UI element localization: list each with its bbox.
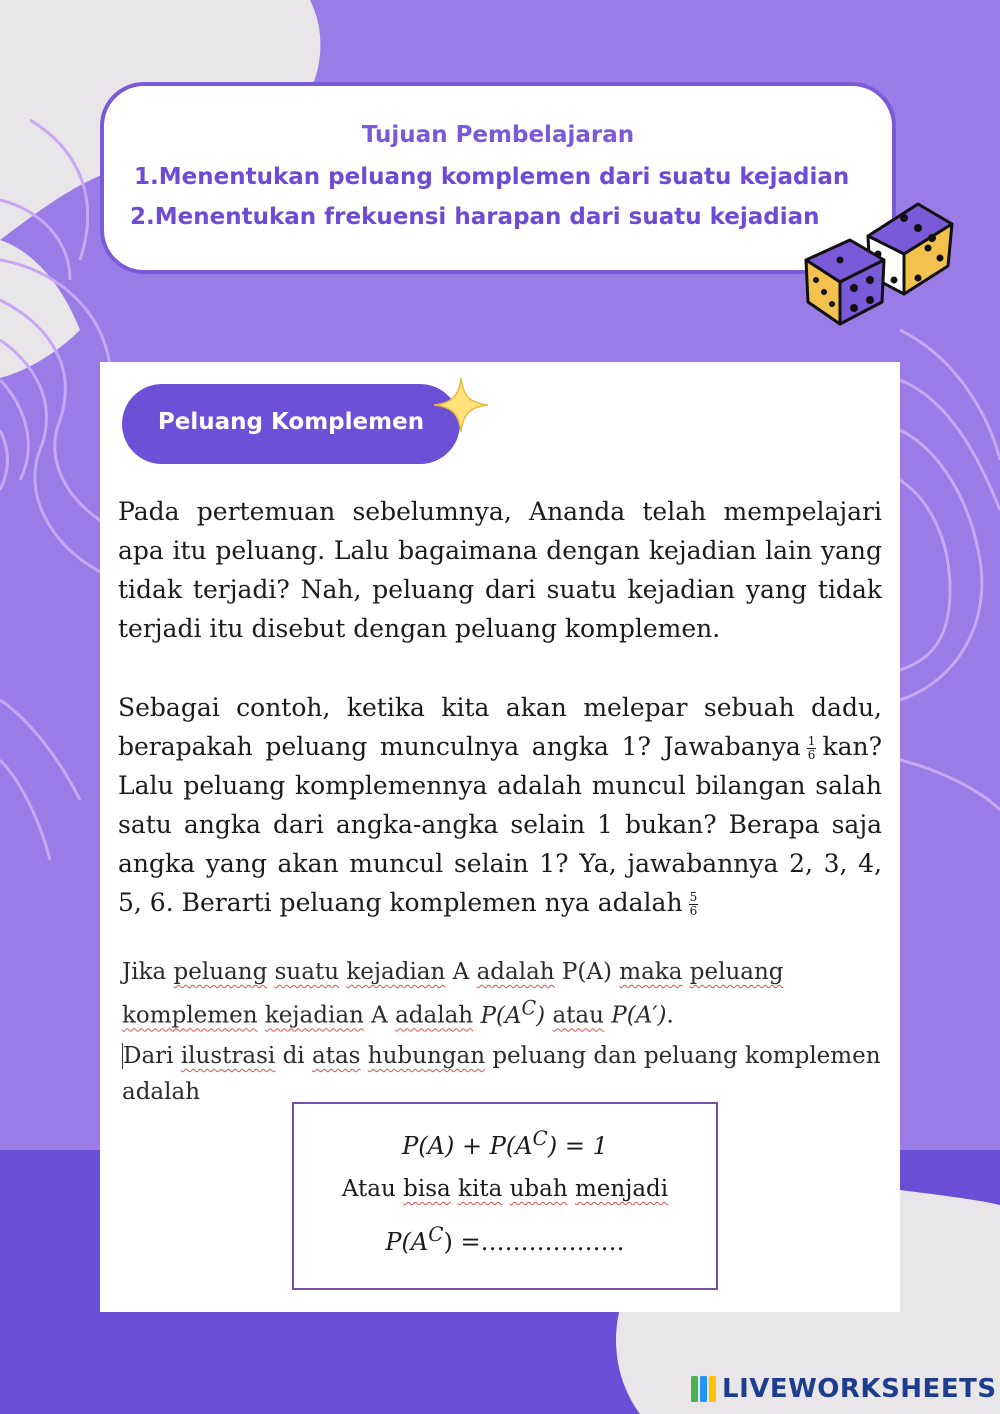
formula-box — [292, 1102, 718, 1290]
word: adalah — [122, 1079, 201, 1105]
example-text-b: kan? Lalu peluang komplemennya adalah muncul bilangan salah satu angka dari angka-angka selain 1 bukan? Berapa saja angka yang akan muncul selain 1? Ya, jawabannya 2, 3, 4, 5, 6. Berarti peluang komplemen nya adalah — [118, 732, 882, 917]
word: Jika — [122, 959, 167, 985]
word: suatu — [274, 959, 340, 985]
sparkle-icon — [430, 374, 492, 436]
word: . — [666, 1002, 674, 1029]
word: ubah — [509, 1176, 568, 1202]
learning-goals-box — [100, 82, 896, 274]
word: Dari — [123, 1043, 174, 1069]
dice-icon — [800, 196, 956, 328]
math-sup: C — [428, 1222, 444, 1246]
goals-title: Tujuan Pembelajaran — [361, 122, 635, 148]
word: P(A) — [561, 959, 612, 985]
word: adalah — [395, 1002, 474, 1029]
example-paragraph — [118, 688, 882, 922]
math-sup: C — [532, 1126, 548, 1150]
word: A — [371, 1002, 388, 1029]
formula-caption — [294, 1176, 716, 1202]
word: hubungan — [367, 1043, 486, 1069]
liveworksheets-logo[interactable] — [690, 1372, 997, 1406]
fraction-denominator: 6 — [689, 904, 698, 918]
word: kita — [458, 1176, 503, 1202]
fraction-denominator: 6 — [807, 748, 816, 762]
content-card — [100, 362, 900, 1312]
intro-paragraph: Pada pertemuan sebelumnya, Ananda telah mempelajari apa itu peluang. Lalu bagaimana dengan kejadian lain yang tidak terjadi? Nah, peluang dari suatu kejadian yang tidak terjadi itu disebut dengan peluang komplemen. — [118, 497, 882, 643]
brand-name: LIVEWORKSHEETS — [722, 1374, 997, 1404]
word: di — [282, 1043, 305, 1069]
word: kejadian — [346, 959, 446, 985]
goal-item-1: 1.Menentukan peluang komplemen dari suatu kejadian — [134, 164, 850, 190]
word: atau — [552, 1002, 604, 1029]
math-sup: C — [521, 996, 537, 1019]
fraction-one-sixth — [807, 735, 817, 762]
fraction-numerator: 1 — [807, 734, 816, 748]
math-prime: P(A′) — [611, 1002, 667, 1029]
word: ilustrasi — [180, 1043, 276, 1069]
word: peluang — [689, 959, 784, 985]
word: maka — [619, 959, 683, 985]
math-complement — [480, 996, 546, 1029]
formula-equation — [294, 1126, 716, 1160]
math-part: P(A — [385, 1228, 429, 1256]
word: atas — [311, 1043, 361, 1069]
word: menjadi — [574, 1176, 669, 1202]
section-badge — [122, 384, 460, 464]
fraction-numerator: 5 — [689, 890, 698, 904]
word: peluang dan peluang komplemen — [492, 1043, 881, 1069]
math-part: ) = 1 — [547, 1132, 608, 1160]
math-part: ) =……………… — [443, 1228, 625, 1256]
word: bisa — [403, 1176, 451, 1202]
word: A — [452, 959, 470, 985]
math-part: P(A) + P(A — [402, 1132, 533, 1160]
formula-answer-blank — [294, 1222, 716, 1256]
word: kejadian — [264, 1002, 364, 1029]
word: Atau — [341, 1176, 396, 1202]
definition-text — [122, 954, 882, 1034]
fraction-five-sixths — [689, 891, 699, 918]
illustration-text — [122, 1038, 882, 1110]
section-badge-label: Peluang Komplemen — [157, 409, 425, 435]
word: adalah — [476, 959, 555, 985]
math-part: P(A — [480, 1002, 522, 1029]
word: peluang — [173, 959, 268, 985]
goal-item-2: 2.Menentukan frekuensi harapan dari suatu kejadian — [130, 204, 820, 230]
liveworksheets-logo-icon — [690, 1375, 718, 1403]
math-part: ) — [536, 1002, 546, 1029]
example-text-a: Sebagai contoh, ketika kita akan melepar sebuah dadu, berapakah peluang munculnya angka 1? Jawabanya — [118, 693, 882, 761]
word: komplemen — [122, 1002, 258, 1029]
